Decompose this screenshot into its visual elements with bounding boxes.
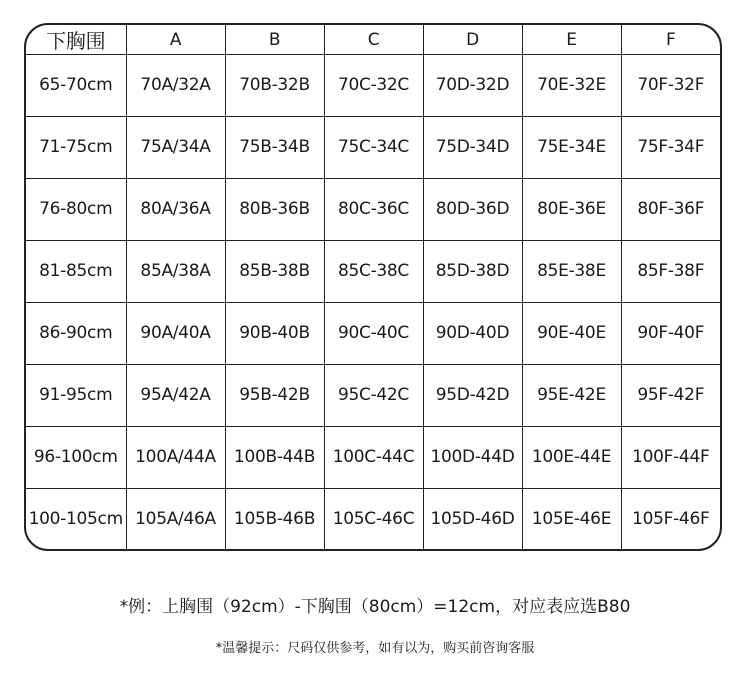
row-range: 81-85cm bbox=[26, 240, 126, 302]
cup-header-c: C bbox=[324, 25, 423, 55]
table-row bbox=[26, 178, 720, 240]
size-cell: 100B-44B bbox=[225, 426, 324, 488]
size-cell: 85C-38C bbox=[324, 240, 423, 302]
cup-header-a: A bbox=[126, 25, 225, 55]
row-range: 71-75cm bbox=[26, 116, 126, 178]
size-cell: 80D-36D bbox=[423, 178, 522, 240]
size-cell: 70B-32B bbox=[225, 55, 324, 117]
size-cell: 100A/44A bbox=[126, 426, 225, 488]
row-range: 91-95cm bbox=[26, 364, 126, 426]
size-cell: 105E-46E bbox=[522, 488, 621, 549]
table-row bbox=[26, 426, 720, 488]
size-cell: 85A/38A bbox=[126, 240, 225, 302]
size-table bbox=[26, 25, 720, 549]
size-cell: 80B-36B bbox=[225, 178, 324, 240]
size-cell: 105C-46C bbox=[324, 488, 423, 549]
size-cell: 75B-34B bbox=[225, 116, 324, 178]
size-cell: 85D-38D bbox=[423, 240, 522, 302]
size-cell: 95C-42C bbox=[324, 364, 423, 426]
table-row bbox=[26, 116, 720, 178]
size-cell: 95A/42A bbox=[126, 364, 225, 426]
size-cell: 70E-32E bbox=[522, 55, 621, 117]
size-cell: 70F-32F bbox=[621, 55, 720, 117]
cup-header-b: B bbox=[225, 25, 324, 55]
size-chart-table bbox=[24, 23, 722, 551]
size-cell: 75C-34C bbox=[324, 116, 423, 178]
size-cell: 75F-34F bbox=[621, 116, 720, 178]
header-row bbox=[26, 25, 720, 55]
size-cell: 95B-42B bbox=[225, 364, 324, 426]
size-cell: 90A/40A bbox=[126, 302, 225, 364]
size-cell: 70D-32D bbox=[423, 55, 522, 117]
table-row bbox=[26, 364, 720, 426]
size-cell: 90D-40D bbox=[423, 302, 522, 364]
size-cell: 95E-42E bbox=[522, 364, 621, 426]
size-cell: 105F-46F bbox=[621, 488, 720, 549]
size-cell: 80E-36E bbox=[522, 178, 621, 240]
size-cell: 100F-44F bbox=[621, 426, 720, 488]
row-range: 100-105cm bbox=[26, 488, 126, 549]
size-cell: 85E-38E bbox=[522, 240, 621, 302]
table-row bbox=[26, 302, 720, 364]
size-cell: 100D-44D bbox=[423, 426, 522, 488]
size-cell: 70C-32C bbox=[324, 55, 423, 117]
size-cell: 95F-42F bbox=[621, 364, 720, 426]
cup-header-d: D bbox=[423, 25, 522, 55]
cup-header-e: E bbox=[522, 25, 621, 55]
size-cell: 75A/34A bbox=[126, 116, 225, 178]
example-note: *例：上胸围（92cm）-下胸围（80cm）=12cm，对应表应选B80 bbox=[119, 597, 631, 617]
size-cell: 85F-38F bbox=[621, 240, 720, 302]
size-cell: 105A/46A bbox=[126, 488, 225, 549]
size-cell: 90B-40B bbox=[225, 302, 324, 364]
row-range: 76-80cm bbox=[26, 178, 126, 240]
tip-note: *温馨提示：尺码仅供参考，如有以为，购买前咨询客服 bbox=[215, 641, 535, 656]
size-cell: 75E-34E bbox=[522, 116, 621, 178]
size-cell: 80F-36F bbox=[621, 178, 720, 240]
size-cell: 70A/32A bbox=[126, 55, 225, 117]
size-cell: 95D-42D bbox=[423, 364, 522, 426]
size-cell: 80A/36A bbox=[126, 178, 225, 240]
cup-header-f: F bbox=[621, 25, 720, 55]
table-row bbox=[26, 55, 720, 117]
size-cell: 100C-44C bbox=[324, 426, 423, 488]
size-cell: 80C-36C bbox=[324, 178, 423, 240]
size-cell: 90F-40F bbox=[621, 302, 720, 364]
size-cell: 105B-46B bbox=[225, 488, 324, 549]
table-row bbox=[26, 488, 720, 549]
size-cell: 100E-44E bbox=[522, 426, 621, 488]
table-row bbox=[26, 240, 720, 302]
size-cell: 85B-38B bbox=[225, 240, 324, 302]
size-cell: 90C-40C bbox=[324, 302, 423, 364]
size-cell: 90E-40E bbox=[522, 302, 621, 364]
size-cell: 105D-46D bbox=[423, 488, 522, 549]
size-cell: 75D-34D bbox=[423, 116, 522, 178]
row-range: 65-70cm bbox=[26, 55, 126, 117]
underbust-header: 下胸围 bbox=[26, 25, 126, 55]
row-range: 96-100cm bbox=[26, 426, 126, 488]
row-range: 86-90cm bbox=[26, 302, 126, 364]
